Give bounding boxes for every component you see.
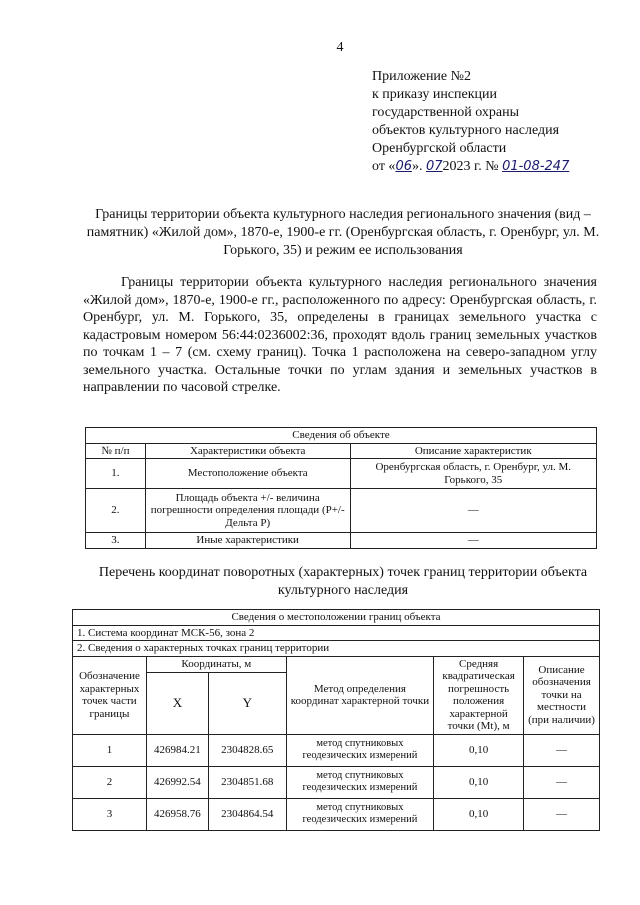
cell: — xyxy=(350,533,597,549)
header-x: X xyxy=(146,672,208,734)
cell: 2304828.65 xyxy=(208,734,286,766)
page-number: 4 xyxy=(336,40,344,55)
cell: 1. xyxy=(86,459,146,489)
appendix-line: Оренбургской области xyxy=(372,141,507,156)
cell: 426984.21 xyxy=(146,734,208,766)
coordinate-system: 1. Система координат МСК-56, зона 2 xyxy=(73,625,600,641)
cell: 1 xyxy=(73,734,147,766)
table-row xyxy=(73,734,600,766)
cell: метод спутниковых геодезических измерений xyxy=(286,734,433,766)
header-marking: Описание обозначения точки на местности (при наличии) xyxy=(524,656,600,734)
table-row xyxy=(86,533,597,549)
cell: 426992.54 xyxy=(146,766,208,798)
coordinates-section-title: Перечень координат поворотных (характерных) точек границ территории объекта культурного наследия xyxy=(98,565,588,598)
table-row xyxy=(86,459,597,489)
header-error: Средняя квадратическая погрешность положения характерной точки (Mt), м xyxy=(434,656,524,734)
header-y: Y xyxy=(208,672,286,734)
cell: Местоположение объекта xyxy=(145,459,350,489)
cell: Площадь объекта +/- величина погрешности определения площади (Р+/- Дельта Р) xyxy=(145,489,350,533)
table-caption: Сведения о местоположении границ объекта xyxy=(73,610,600,626)
points-caption: 2. Сведения о характерных точках границ территории xyxy=(73,641,600,657)
cell: Оренбургская область, г. Оренбург, ул. М. Горького, 35 xyxy=(350,459,597,489)
appendix-block xyxy=(372,68,569,176)
cell: Иные характеристики xyxy=(145,533,350,549)
date-month: 07 xyxy=(425,159,443,174)
appendix-line: государственной охраны xyxy=(372,105,520,120)
cell: 2. xyxy=(86,489,146,533)
cell: — xyxy=(524,798,600,830)
header-point: Обозначение характерных точек части границы xyxy=(73,656,147,734)
cell: 3 xyxy=(73,798,147,830)
cell: 426958.76 xyxy=(146,798,208,830)
table-caption: Сведения об объекте xyxy=(86,428,597,444)
appendix-date-line xyxy=(372,158,569,176)
coordinates-table xyxy=(72,609,600,831)
date-mid: ». xyxy=(411,159,423,174)
document-title: Границы территории объекта культурного наследия регионального значения (вид – памятник) «Жилой дом», 1870-е, 1900-е гг. (Оренбургская область, г. Оренбург, ул. М. Горького, 35) и режим ее использования xyxy=(86,207,600,258)
cell: 2304864.54 xyxy=(208,798,286,830)
table-row xyxy=(86,489,597,533)
date-prefix: от « xyxy=(372,159,396,174)
table-row xyxy=(73,798,600,830)
date-year: 2023 г. № xyxy=(442,159,499,174)
cell: 2 xyxy=(73,766,147,798)
header-characteristic: Характеристики объекта xyxy=(145,443,350,459)
cell: — xyxy=(524,734,600,766)
cell: 3. xyxy=(86,533,146,549)
header-method: Метод определения координат характерной точки xyxy=(286,656,433,734)
cell: 0,10 xyxy=(434,798,524,830)
date-day: 06 xyxy=(395,159,412,174)
cell: метод спутниковых геодезических измерений xyxy=(286,766,433,798)
appendix-line: объектов культурного наследия xyxy=(372,123,560,138)
table-row xyxy=(73,766,600,798)
cell: 0,10 xyxy=(434,766,524,798)
cell: — xyxy=(524,766,600,798)
appendix-line: к приказу инспекции xyxy=(372,87,498,102)
object-info-table xyxy=(85,427,597,549)
header-number: № п/п xyxy=(86,443,146,459)
header-description: Описание характеристик xyxy=(350,443,597,459)
appendix-line: Приложение №2 xyxy=(372,69,471,84)
description-paragraph: Границы территории объекта культурного наследия регионального значения «Жилой дом», 1870-е, 1900-е гг., расположенного по адресу: Оренбургская область, г. Оренбург, ул. М. Горького, 35, определены в границах земельного участка с кадастровым номером 56:44:0236002:36, проходят вдоль границ земельных участков по точкам 1 – 7 (см. схему границ). Точка 1 расположена на северо-западном углу земельного участка. Остальные точки по углам здания и земельных участков в направлении по часовой стрелке. xyxy=(83,275,597,395)
cell: метод спутниковых геодезических измерений xyxy=(286,798,433,830)
order-number: 01-08-247 xyxy=(502,159,570,174)
header-coordinates: Координаты, м xyxy=(146,656,286,672)
cell: 0,10 xyxy=(434,734,524,766)
cell: 2304851.68 xyxy=(208,766,286,798)
cell: — xyxy=(350,489,597,533)
